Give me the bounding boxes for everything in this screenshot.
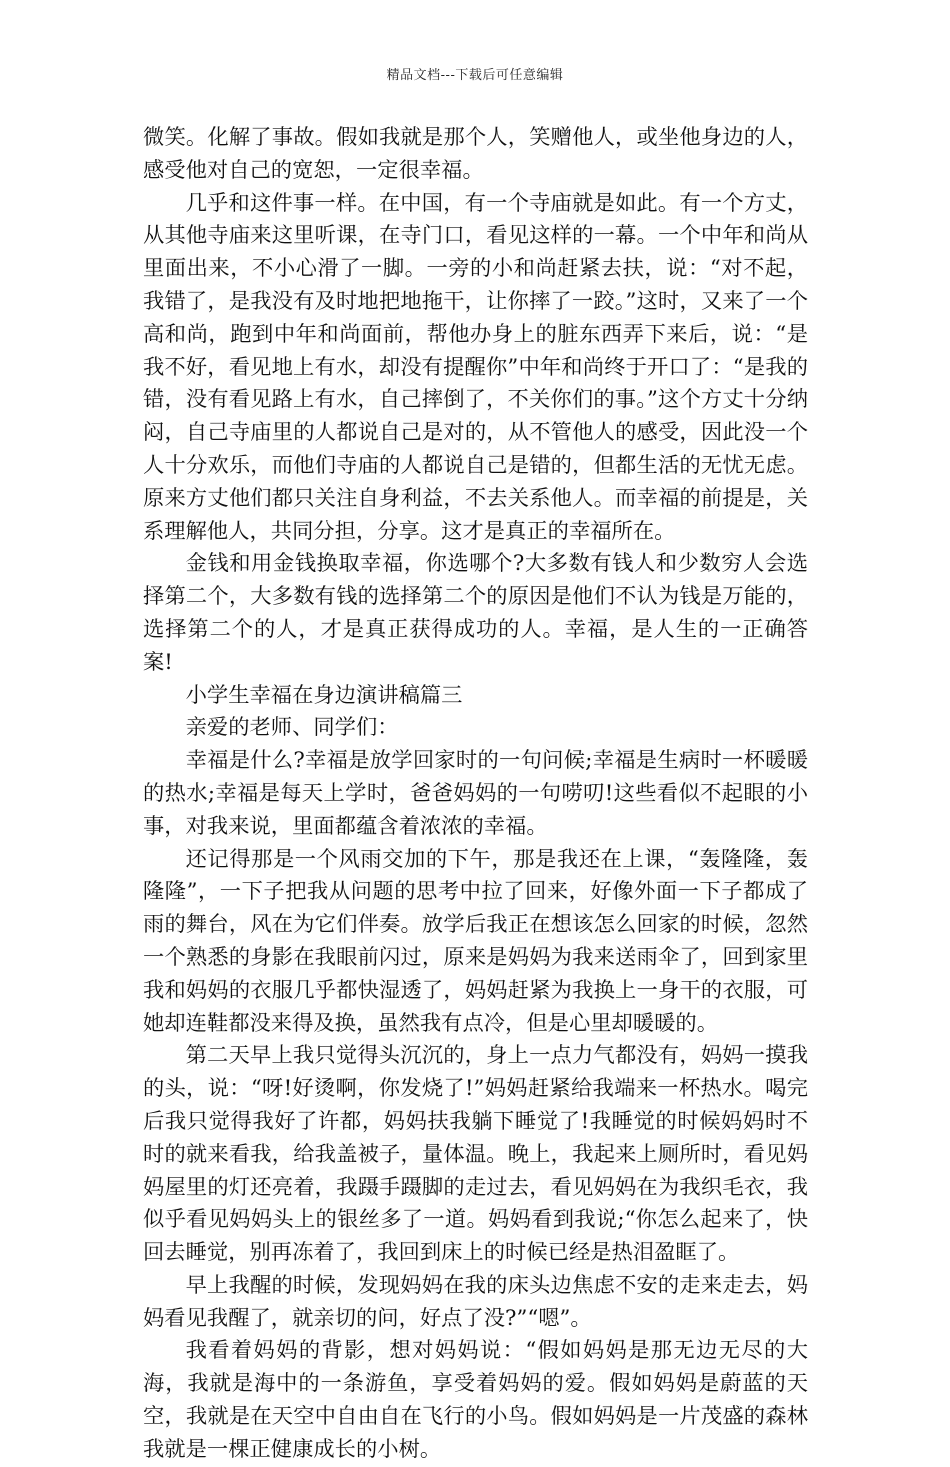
page-header: 精品文档---下载后可任意编辑 — [386, 68, 564, 83]
salutation: 亲爱的老师、同学们： — [185, 715, 399, 741]
section-title: 小学生幸福在身边演讲稿篇三 — [185, 682, 463, 708]
paragraph-money-choice: 金钱和用金钱换取幸福，你选哪个?大多数有钱人和少数穷人会选择第二个，大多数有钱的选择第二个的原因是他们不认为钱是万能的，选择第二个的人，才是真正获得成功的人。幸福，是人生的一正确答案! — [143, 551, 808, 675]
paragraph-morning-wake: 早上我醒的时候，发现妈妈在我的床头边焦虑不安的走来走去，妈妈看见我醒了，就亲切的问，好点了没?”“嗯”。 — [143, 1272, 808, 1331]
paragraph-what-is-happiness: 幸福是什么?幸福是放学回家时的一句问候;幸福是生病时一杯暖暖的热水;幸福是每天上学时，爸爸妈妈的一句唠叨!这些看似不起眼的小事，对我来说，里面都蕴含着浓浓的幸福。 — [143, 748, 808, 839]
document-body — [143, 122, 808, 1467]
paragraph-continuation: 微笑。化解了事故。假如我就是那个人，笑赠他人，或坐他身边的人，感受他对自己的宽恕，一定很幸福。 — [143, 125, 808, 183]
paragraph-temple-story: 几乎和这件事一样。在中国，有一个寺庙就是如此。有一个方丈，从其他寺庙来这里听课，在寺门口，看见这样的一幕。一个中年和尚从里面出来，不小心滑了一脚。一旁的小和尚赶紧去扶，说：“对不起，我错了，是我没有及时地把地拖干，让你摔了一跤。”这时，又来了一个高和尚，跑到中年和尚面前，帮他办身上的脏东西弄下来后，说：“是我不好，看见地上有水，却没有提醒你”中年和尚终于开口了：“是我的错，没有看见路上有水，自己摔倒了，不关你们的事。”这个方丈十分纳闷，自己寺庙里的人都说自己是对的，从不管他人的感受，因此没一个人十分欢乐，而他们寺庙的人都说自己是错的，但都生活的无忧无虑。原来方丈他们都只关注自身利益，不去关系他人。而幸福的前提是，关系理解他人，共同分担，分享。这才是真正的幸福所在。 — [143, 190, 808, 544]
paragraph-fever-day: 第二天早上我只觉得头沉沉的，身上一点力气都没有，妈妈一摸我的头，说：“呀!好烫啊，你发烧了!”妈妈赶紧给我端来一杯热水。喝完后我只觉得我好了许都，妈妈扶我躺下睡觉了!我睡觉的时候妈妈时不时的就来看我，给我盖被子，量体温。晚上，我起来上厕所时，看见妈妈屋里的灯还亮着，我蹑手蹑脚的走过去，看见妈妈在为我织毛衣，我似乎看见妈妈头上的银丝多了一道。妈妈看到我说;“你怎么起来了，快回去睡觉，别再冻着了，我回到床上的时候已经是热泪盈眶了。 — [143, 1043, 808, 1266]
paragraph-rainy-afternoon: 还记得那是一个风雨交加的下午，那是我还在上课，“轰隆隆，轰隆隆”，一下子把我从问题的思考中拉了回来，好像外面一下子都成了雨的舞台，风在为它们伴奏。放学后我正在想该怎么回家的时候，忽然一个熟悉的身影在我眼前闪过，原来是妈妈为我来送雨伞了，回到家里我和妈妈的衣服几乎都快湿透了，妈妈赶紧为我换上一身干的衣服，可她却连鞋都没来得及换，虽然我有点冷，但是心里却暖暖的。 — [143, 846, 808, 1036]
paragraph-mother-metaphor: 我看着妈妈的背影，想对妈妈说：“假如妈妈是那无边无尽的大海，我就是海中的一条游鱼，享受着妈妈的爱。假如妈妈是蔚蓝的天空，我就是在天空中自由自在飞行的小鸟。假如妈妈是一片茂盛的森林我就是一棵正健康成长的小树。 — [143, 1338, 808, 1462]
